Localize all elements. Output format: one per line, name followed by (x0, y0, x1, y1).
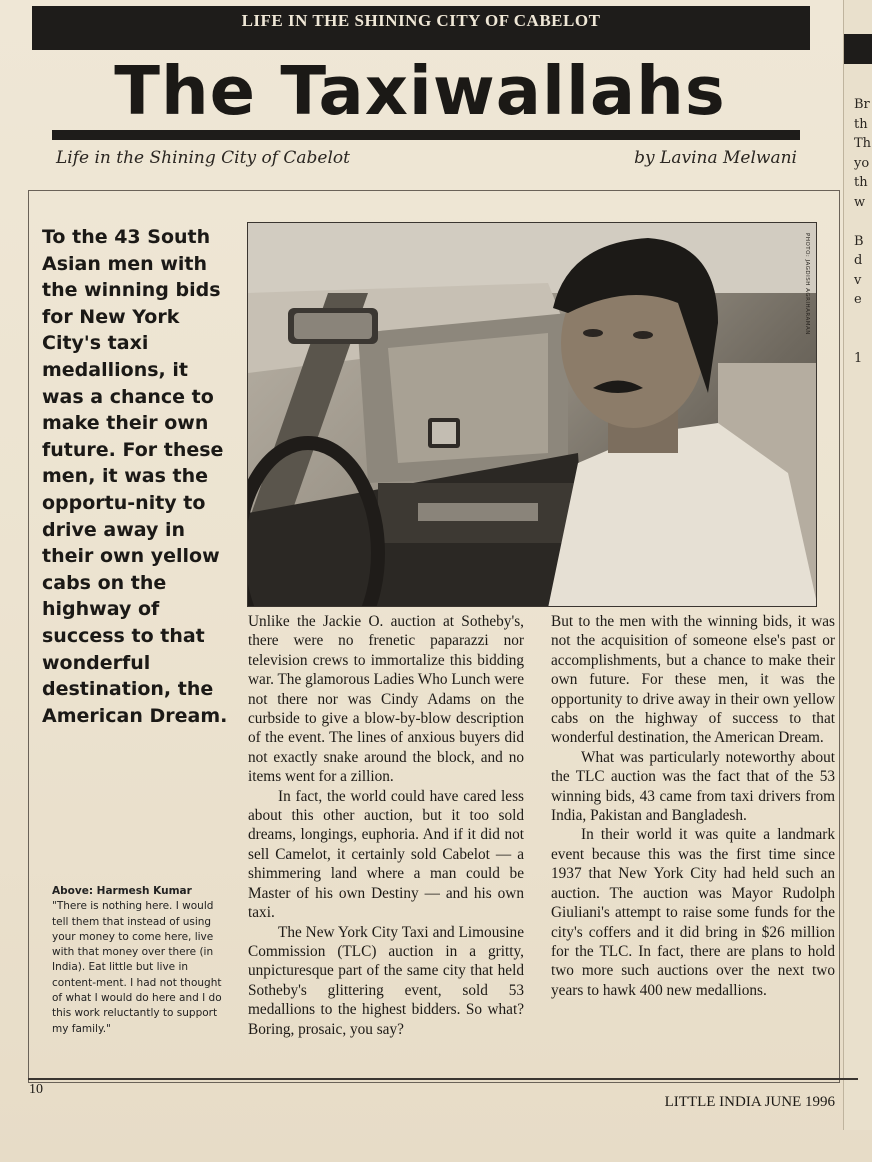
driver-photo (247, 222, 817, 607)
title-rule (52, 130, 800, 140)
paragraph: But to the men with the winning bids, it was not the acquisition of someone else's past or accomplishments, but a chance to make their own future. For these men, it was the opportunity to drive away in their own yellow cabs on the highway of success to that wonderful destination, the American Dream. (551, 613, 835, 747)
section-banner: LIFE IN THE SHINING CITY OF CABELOT (32, 6, 810, 50)
publication-footer: LITTLE INDIA JUNE 1996 (664, 1094, 835, 1110)
paragraph: In their world it was quite a landmark event because this was the first time since 1937 that New York City had held such an auction. The auction was Mayor Rudolph Giuliani's attempt to raise some funds for the city's coffers and it did bring in $26 million for the TLC. In fact, there are plans to hold two more such auctions over the next two years to hawk 400 new medallions. (551, 826, 835, 999)
paragraph: Unlike the Jackie O. auction at Sotheby's, there were no frenetic paparazzi nor television crews to immortalize this bidding war. The glamorous Ladies Who Lunch were not there nor was Cindy Adams on the curbside to give a blow-by-blow description of the event. The lines of anxious buyers did not exactly snake around the block, and no items went for a zillion. (248, 613, 524, 786)
paragraph: The New York City Taxi and Limousine Commission (TLC) auction in a gritty, unpicturesque part of the same city that held Sotheby's glittering event, sold 53 medallions to the highest bidders. So what? Boring, prosaic, you say? (248, 923, 524, 1038)
caption-body: "There is nothing here. I would tell them that instead of using your money to come here, live with that money over there (in India). Eat little but live in content-ment. I had not thought of what I would do here and I do this work reluctantly to support my family." (52, 900, 222, 1035)
photo-illustration (248, 223, 817, 607)
caption-heading: Above: Harmesh Kumar (52, 885, 192, 897)
paragraph: What was particularly noteworthy about the TLC auction was the fact that of the 53 winning bids, 43 came from taxi drivers from India, Pakistan and Bangladesh. (551, 748, 835, 825)
article-subtitle: Life in the Shining City of Cabelot (56, 148, 350, 168)
adjacent-page-text: Br th Th yo th w B d v e 1 (854, 97, 872, 366)
bottom-rule (28, 1078, 858, 1080)
article-title: The Taxiwallahs (114, 52, 726, 130)
paragraph: In fact, the world could have cared less about this other auction, but it too sold dreams, longings, euphoria. And if it did not sell Camelot, it certainly sold Cabelot — a shimmering land where a man could be Master of his own Destiny — and his own taxi. (248, 787, 524, 922)
article-column-1 (248, 612, 524, 1039)
byline: by Lavina Melwani (634, 148, 797, 168)
photo-caption (52, 884, 232, 1037)
adjacent-page-edge (843, 0, 872, 1130)
pull-quote: To the 43 South Asian men with the winning bids for New York City's taxi medallions, it was a chance to make their own future. For these men, it was the opportu-nity to drive away in their own yellow cabs on the highway of success to that wonderful destination, the American Dream. (42, 226, 228, 727)
adjacent-page-banner (844, 34, 872, 64)
article-column-2 (551, 612, 835, 1000)
page-number: 10 (29, 1082, 43, 1097)
photo-credit: PHOTO: JAGDISH AGRIHARAMAN (804, 233, 810, 335)
